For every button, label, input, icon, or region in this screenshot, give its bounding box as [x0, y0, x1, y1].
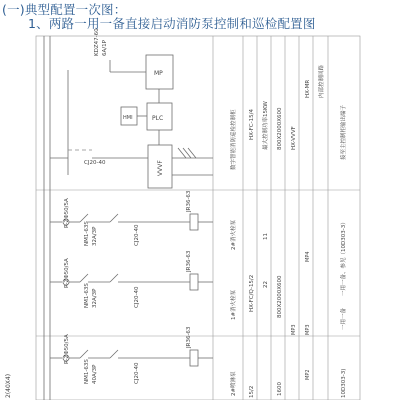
table-cell: 1#消火栓泵: [231, 289, 237, 320]
breaker-symbol: [80, 214, 88, 222]
table-cell: HX-FC-15/4: [249, 109, 255, 140]
circuit4-breaker-rating: 40A/3P: [92, 364, 98, 384]
mp-label: MP: [154, 70, 163, 77]
breaker-symbol: [80, 350, 88, 358]
table-cell: 11: [263, 233, 269, 240]
circuit1-breaker-model: KDZ47-60: [94, 28, 100, 56]
relay-box: [190, 350, 198, 366]
table-cell: 一用一备、参见（10D303-3）: [341, 219, 347, 296]
table-cell: MP4: [305, 251, 311, 262]
table-cell: HX-MR: [305, 79, 311, 98]
circuit1-contactor: CJ20-40: [84, 160, 106, 166]
circuit4-contactor: CJ20-40: [134, 362, 140, 384]
circuit4-relay: JR36-63: [186, 326, 192, 348]
circuit2-breaker-rating: 32A/3P: [92, 226, 98, 246]
table-cell: 数字智能消防巡检控制柜: [231, 109, 237, 170]
circuit4-breaker-model: NM1-63S: [84, 359, 90, 384]
table-cell: 1600: [277, 382, 283, 396]
circuit2-relay: JR36-63: [186, 190, 192, 212]
table-cell: 内部控制回路: [319, 64, 325, 98]
table-cell: 22: [263, 281, 269, 288]
table-cell: 2#消火栓泵: [231, 219, 237, 250]
table-cell: 15/2: [249, 385, 255, 398]
plc-label: PLC: [152, 115, 164, 122]
bypass-switch: [188, 148, 196, 158]
circuit3-relay: JR36-63: [186, 250, 192, 272]
table-cell: 800X2000X600: [277, 107, 283, 150]
circuit3-breaker-rating: 32A/3P: [92, 288, 98, 308]
bypass-switch: [183, 148, 191, 158]
contactor-symbol: [110, 274, 118, 282]
contactor-symbol: [110, 350, 118, 358]
table-cell: 10D303-3): [341, 368, 347, 398]
circuit4-fuse: R-ZΦ50/5A: [64, 334, 70, 364]
circuit2-contactor: CJ20-40: [134, 224, 140, 246]
table-cell: MP3: [305, 324, 311, 335]
table-cell: MP3: [291, 324, 297, 335]
bus-label: 2(40X4): [5, 373, 12, 398]
contactor-symbol: [110, 214, 118, 222]
circuit3-fuse: R-ZΦ50/5A: [64, 258, 70, 288]
circuit1-breaker-rating: 6A/1P: [102, 40, 108, 56]
table-cell: 800X2000X600: [277, 275, 283, 318]
breaker-symbol: [80, 274, 88, 282]
hmi-label: HMI: [123, 115, 133, 121]
table-cell: MP2: [305, 369, 311, 380]
bypass-switch: [178, 148, 186, 158]
table-cell: 2#喷淋泵: [231, 371, 237, 396]
circuit2-breaker-model: NM1-63S: [84, 221, 90, 246]
table-cell: 最大控制功率15KW: [263, 101, 269, 150]
table-cell: 一用一备: [341, 307, 347, 330]
relay-box: [190, 274, 198, 290]
table-cell: HX-FC/Q-15/2: [249, 274, 255, 312]
table-cell: 接至主控制柜输出端子: [341, 104, 347, 160]
section-heading: (一)典型配置一次图：: [2, 2, 127, 17]
circuit2-fuse: R-ZΦ50/5A: [64, 198, 70, 228]
diagram-title: 1、两路一用一备直接启动消防泵控制和巡检配置图: [28, 16, 316, 31]
relay-box: [190, 214, 198, 230]
vvvf-label: VVVF: [157, 160, 164, 176]
circuit3-contactor: CJ20-40: [134, 286, 140, 308]
circuit3-breaker-model: NM1-63S: [84, 283, 90, 308]
table-cell: HX-VVVF: [291, 126, 297, 150]
